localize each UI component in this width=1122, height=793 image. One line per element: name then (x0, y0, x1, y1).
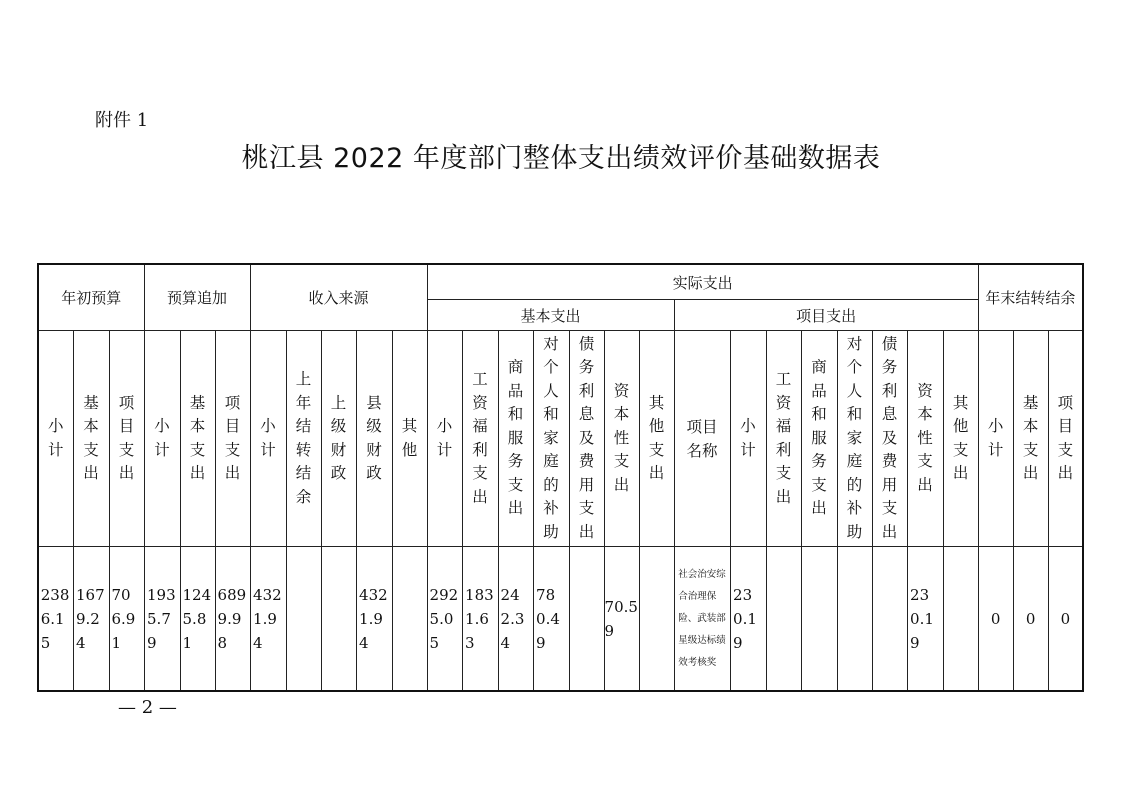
table-cell (872, 547, 907, 692)
table-cell: 0 (1048, 547, 1083, 692)
table-cell: 6899.98 (215, 547, 250, 692)
table-cell: 0 (978, 547, 1013, 692)
col-header: 小计 (38, 331, 73, 547)
table-cell (766, 547, 801, 692)
col-header: 小计 (978, 331, 1013, 547)
col-header: 资本性支出 (907, 331, 943, 547)
table-cell: 2386.15 (38, 547, 73, 692)
col-header: 项目名称 (674, 331, 730, 547)
table-cell: 230.19 (730, 547, 766, 692)
col-header: 工资福利支出 (462, 331, 498, 547)
group-project-expenditure: 项目支出 (674, 300, 978, 331)
col-header: 工资福利支出 (766, 331, 801, 547)
group-basic-expenditure: 基本支出 (427, 300, 674, 331)
table-cell: 780.49 (533, 547, 569, 692)
col-header: 小计 (144, 331, 180, 547)
col-header: 其他支出 (943, 331, 978, 547)
col-header: 小计 (730, 331, 766, 547)
col-header: 商品和服务支出 (801, 331, 837, 547)
table-cell: 0 (1013, 547, 1048, 692)
page-number: — 2 — (118, 697, 177, 718)
col-header: 县级财政 (356, 331, 392, 547)
col-header: 其他支出 (639, 331, 674, 547)
table-cell (837, 547, 872, 692)
col-header: 债务利息及费用支出 (872, 331, 907, 547)
col-header: 商品和服务支出 (498, 331, 533, 547)
table-cell: 1679.24 (73, 547, 109, 692)
col-header: 债务利息及费用支出 (569, 331, 604, 547)
group-budget-addition: 预算追加 (144, 264, 250, 331)
table-cell (801, 547, 837, 692)
col-header: 资本性支出 (604, 331, 639, 547)
table-cell: 4321.94 (250, 547, 286, 692)
table-cell: 1935.79 (144, 547, 180, 692)
table-cell (392, 547, 427, 692)
table-cell (286, 547, 321, 692)
page-title: 桃江县 2022 年度部门整体支出绩效评价基础数据表 (241, 143, 881, 174)
table-cell: 4321.94 (356, 547, 392, 692)
table-cell: 1831.63 (462, 547, 498, 692)
table-cell: 706.91 (109, 547, 144, 692)
col-header: 项目支出 (109, 331, 144, 547)
group-initial-budget: 年初预算 (38, 264, 144, 331)
col-header: 其他 (392, 331, 427, 547)
table-cell: 2925.05 (427, 547, 462, 692)
group-income-source: 收入来源 (250, 264, 427, 331)
col-header: 上年结转结余 (286, 331, 321, 547)
year-end-balance-label: 年末结转结余 (985, 288, 1076, 307)
col-header: 小计 (427, 331, 462, 547)
col-header: 基本支出 (1013, 331, 1048, 547)
group-year-end-balance (978, 264, 1083, 331)
table-cell (321, 547, 356, 692)
table-cell (943, 547, 978, 692)
attachment-label: 附件 1 (95, 110, 149, 131)
col-header: 基本支出 (180, 331, 215, 547)
table-cell: 1245.81 (180, 547, 215, 692)
table-cell (639, 547, 674, 692)
col-header: 项目支出 (1048, 331, 1083, 547)
group-actual-expenditure: 实际支出 (427, 264, 978, 300)
performance-data-table (37, 263, 1084, 692)
col-header: 对个人和家庭的补助 (533, 331, 569, 547)
table-cell: 242.34 (498, 547, 533, 692)
table-cell (569, 547, 604, 692)
col-header: 基本支出 (73, 331, 109, 547)
table-cell: 230.19 (907, 547, 943, 692)
col-header: 上级财政 (321, 331, 356, 547)
table-cell: 70.59 (604, 547, 639, 692)
table-cell-project-name: 社会治安综合治理保险、武装部星级达标绩效考核奖 (674, 547, 730, 692)
col-header: 项目支出 (215, 331, 250, 547)
col-header: 对个人和家庭的补助 (837, 331, 872, 547)
col-header: 小计 (250, 331, 286, 547)
